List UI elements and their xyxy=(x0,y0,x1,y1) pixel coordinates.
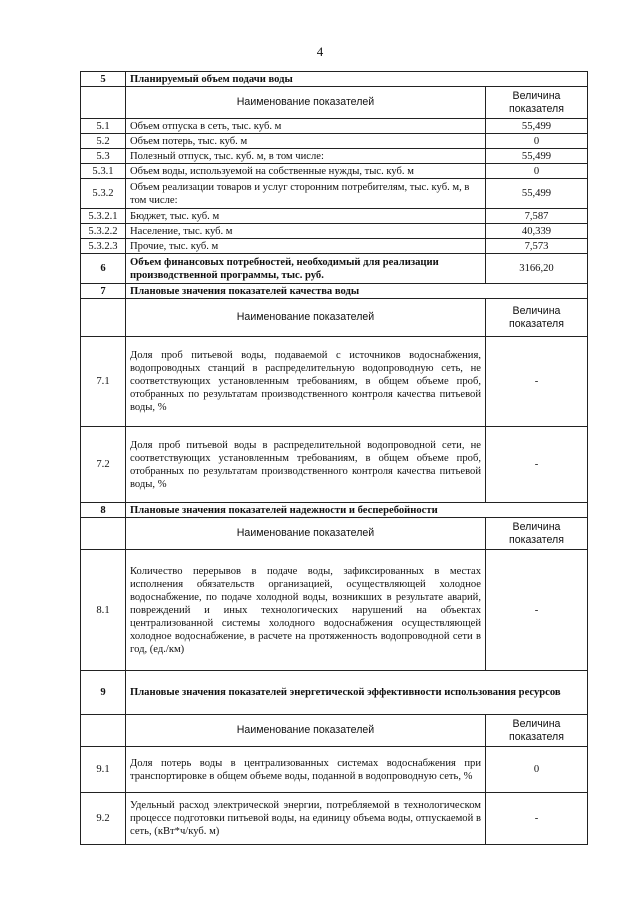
row-value: 0 xyxy=(486,164,588,179)
table-row xyxy=(81,793,588,845)
table-row xyxy=(81,134,588,149)
row-value: 3166,20 xyxy=(486,254,588,284)
section-title: Планируемый объем подачи воды xyxy=(126,72,588,87)
column-header-row xyxy=(81,715,588,747)
section-header-row xyxy=(81,72,588,87)
section-header-row xyxy=(81,671,588,715)
section-number: 7 xyxy=(81,284,126,299)
row-value: 55,499 xyxy=(486,179,588,209)
row-number: 5.1 xyxy=(81,119,126,134)
column-header-name: Наименование показателей xyxy=(126,87,486,119)
row-number: 5.3.2.2 xyxy=(81,224,126,239)
column-header-value: Величина показателя xyxy=(486,87,588,119)
row-value: - xyxy=(486,427,588,503)
row-name: Бюджет, тыс. куб. м xyxy=(126,209,486,224)
table-row xyxy=(81,239,588,254)
section-number: 6 xyxy=(81,254,126,284)
row-value: 40,339 xyxy=(486,224,588,239)
column-header-value: Величина показателя xyxy=(486,299,588,337)
row-value: - xyxy=(486,337,588,427)
row-name: Доля проб питьевой воды в распределительной водопроводной сети, не соответствующих установленным требованиям, в общем объеме проб, отобранных по результатам производственного контроля качества питьевой воды, % xyxy=(126,427,486,503)
row-number: 5.3.2 xyxy=(81,179,126,209)
row-name: Количество перерывов в подаче воды, зафиксированных в местах исполнения обязательств организацией, осуществляющей холодное водоснабжение, по подаче холодной воды, возникших в результате аварий, повреждений и иных технологических нарушений на объектах централизованной системы холодного водоснабжения осуществляющей холодное водоснабжение, в расчете на протяженность водопроводной сети в год, (ед./км) xyxy=(126,550,486,671)
table-row xyxy=(81,337,588,427)
row-name: Объем потерь, тыс. куб. м xyxy=(126,134,486,149)
table-row xyxy=(81,149,588,164)
table-row xyxy=(81,550,588,671)
row-name: Доля проб питьевой воды, подаваемой с источников водоснабжения, водопроводных станций в распределительную водопроводную сеть, не соответствующих установленным требованиям, в общем объеме проб, отобранных по результатам производственного контроля качества питьевой воды, % xyxy=(126,337,486,427)
row-value: - xyxy=(486,793,588,845)
table-row xyxy=(81,224,588,239)
section-number: 9 xyxy=(81,671,126,715)
section-title: Плановые значения показателей энергетической эффективности использования ресурсов xyxy=(126,671,588,715)
row-number: 8.1 xyxy=(81,550,126,671)
table-row xyxy=(81,209,588,224)
section-number: 8 xyxy=(81,503,126,518)
row-value: 7,587 xyxy=(486,209,588,224)
table-row xyxy=(81,427,588,503)
section-title: Плановые значения показателей надежности и бесперебойности xyxy=(126,503,588,518)
row-number: 5.3.1 xyxy=(81,164,126,179)
table-row xyxy=(81,119,588,134)
column-header-name: Наименование показателей xyxy=(126,299,486,337)
row-value: 55,499 xyxy=(486,119,588,134)
row-value: 55,499 xyxy=(486,149,588,164)
section-header-row xyxy=(81,503,588,518)
column-header-name: Наименование показателей xyxy=(126,518,486,550)
column-header-row xyxy=(81,299,588,337)
row-name: Доля потерь воды в централизованных системах водоснабжения при транспортировке в общем объеме воды, поданной в водопроводную сеть, % xyxy=(126,747,486,793)
row-number: 5.3 xyxy=(81,149,126,164)
row-number: 5.3.2.1 xyxy=(81,209,126,224)
table-row xyxy=(81,179,588,209)
row-name: Полезный отпуск, тыс. куб. м, в том числе: xyxy=(126,149,486,164)
column-header-row xyxy=(81,518,588,550)
row-number: 9.2 xyxy=(81,793,126,845)
row-number: 7.1 xyxy=(81,337,126,427)
column-header-name: Наименование показателей xyxy=(126,715,486,747)
row-name: Удельный расход электрической энергии, потребляемой в технологическом процессе подготовки питьевой воды, на единицу объема воды, отпускаемой в сеть, (кВт*ч/куб. м) xyxy=(126,793,486,845)
row-value: 0 xyxy=(486,747,588,793)
row-name: Объем воды, используемой на собственные нужды, тыс. куб. м xyxy=(126,164,486,179)
indicators-table xyxy=(80,71,588,845)
row-name: Население, тыс. куб. м xyxy=(126,224,486,239)
section-number: 5 xyxy=(81,72,126,87)
row-number: 7.2 xyxy=(81,427,126,503)
section-title: Плановые значения показателей качества воды xyxy=(126,284,588,299)
row-number: 5.3.2.3 xyxy=(81,239,126,254)
table-row xyxy=(81,747,588,793)
table-row xyxy=(81,164,588,179)
row-name: Объем отпуска в сеть, тыс. куб. м xyxy=(126,119,486,134)
row-value: - xyxy=(486,550,588,671)
row-name: Прочие, тыс. куб. м xyxy=(126,239,486,254)
section-title: Объем финансовых потребностей, необходимый для реализации производственной программы, тыс. руб. xyxy=(126,254,486,284)
section-header-row xyxy=(81,284,588,299)
row-number: 5.2 xyxy=(81,134,126,149)
row-value: 7,573 xyxy=(486,239,588,254)
table-row xyxy=(81,254,588,284)
page-number: 4 xyxy=(316,44,324,59)
column-header-value: Величина показателя xyxy=(486,715,588,747)
column-header-row xyxy=(81,87,588,119)
column-header-value: Величина показателя xyxy=(486,518,588,550)
row-number: 9.1 xyxy=(81,747,126,793)
row-name: Объем реализации товаров и услуг сторонним потребителям, тыс. куб. м, в том числе: xyxy=(126,179,486,209)
row-value: 0 xyxy=(486,134,588,149)
